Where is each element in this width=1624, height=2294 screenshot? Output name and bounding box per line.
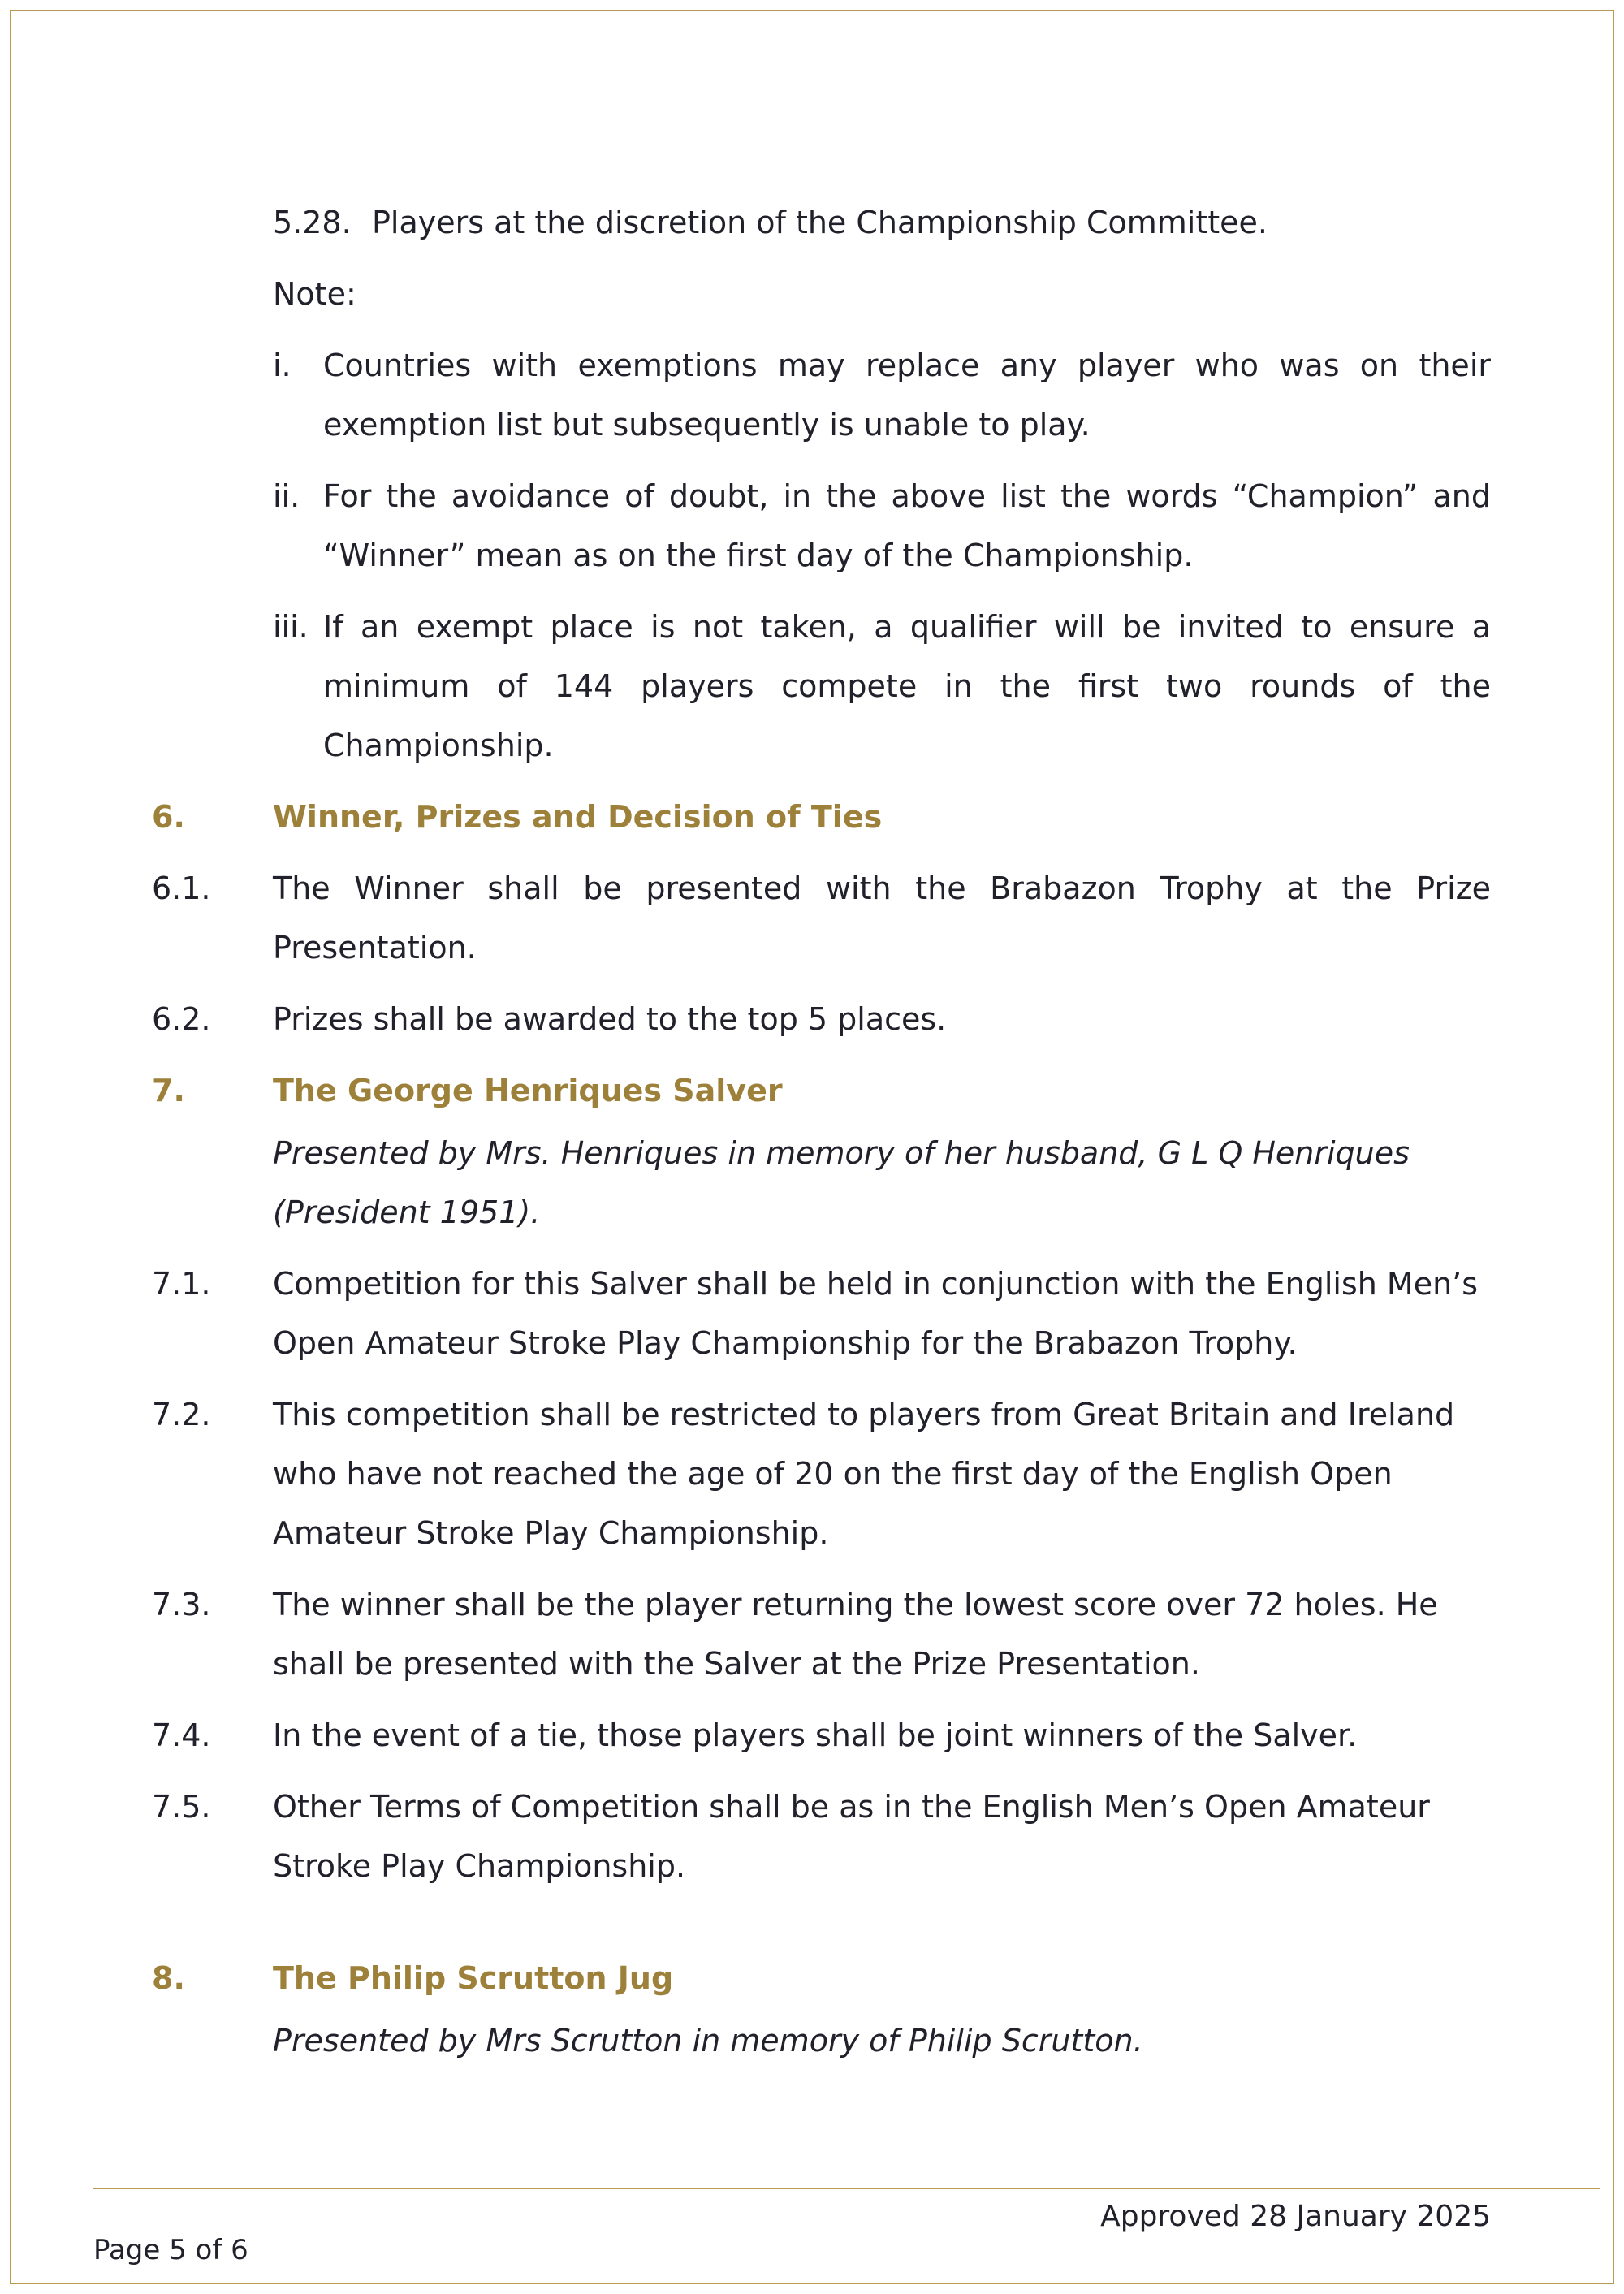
clause-text: This competition shall be restricted to players from Great Britain and Ireland who have not reached the age of 20 on the first day of the English Open Amateur Stroke Play Championship. — [273, 1397, 1455, 1551]
note-number: ii. — [273, 478, 300, 514]
section-number: 7. — [152, 1073, 185, 1108]
clause-7-2 — [152, 1385, 1491, 1563]
note-item-i — [273, 336, 1491, 455]
clause-6-2 — [152, 990, 1491, 1049]
clause-7-5 — [152, 1778, 1491, 1896]
clause-number: 7.5. — [152, 1789, 211, 1825]
clause-number: 7.2. — [152, 1397, 211, 1432]
clause-number: 6.1. — [152, 871, 211, 906]
section-8-heading — [152, 1949, 1491, 2008]
section-number: 6. — [152, 799, 185, 835]
section-8-subtitle: Presented by Mrs Scrutton in memory of Philip Scrutton. — [273, 2023, 1143, 2059]
section-title: Winner, Prizes and Decision of Ties — [273, 799, 883, 835]
clause-7-4 — [152, 1706, 1491, 1765]
clause-number: 5.28. — [273, 205, 352, 240]
footer-approved-date: Approved 28 January 2025 — [1100, 2200, 1491, 2233]
note-text: If an exempt place is not taken, a qualifier will be invited to ensure a minimum of 144 players compete in the first two rounds of the Championship. — [323, 609, 1491, 763]
section-6-heading — [152, 788, 1491, 847]
section-number: 8. — [152, 1960, 185, 1996]
note-text: Countries with exemptions may replace any player who was on their exemption list but subsequently is unable to play. — [323, 348, 1491, 443]
clause-7-1 — [152, 1255, 1491, 1373]
footer-divider — [93, 2188, 1600, 2189]
clause-6-1 — [152, 859, 1491, 978]
clause-text: The winner shall be the player returning the lowest score over 72 holes. He shall be presented with the Salver at the Prize Presentation. — [273, 1587, 1438, 1682]
note-number: iii. — [273, 609, 309, 645]
section-title: The George Henriques Salver — [273, 1073, 783, 1108]
note-item-iii — [273, 598, 1491, 775]
clause-number: 7.1. — [152, 1266, 211, 1302]
clause-number: 6.2. — [152, 1001, 211, 1037]
clause-text: Competition for this Salver shall be held in conjunction with the English Men’s Open Amateur Stroke Play Championship for the Brabazon Trophy. — [273, 1266, 1479, 1361]
clause-text: Players at the discretion of the Championship Committee. — [372, 205, 1268, 240]
clause-7-3 — [152, 1575, 1491, 1694]
clause-text: Prizes shall be awarded to the top 5 places. — [273, 1001, 947, 1037]
clause-text: In the event of a tie, those players shall be joint winners of the Salver. — [273, 1717, 1358, 1753]
clause-text: Other Terms of Competition shall be as in the English Men’s Open Amateur Stroke Play Championship. — [273, 1789, 1430, 1884]
note-number: i. — [273, 348, 292, 383]
clause-number: 7.3. — [152, 1587, 211, 1622]
clause-5-28 — [273, 193, 1491, 253]
section-title: The Philip Scrutton Jug — [273, 1960, 674, 1996]
footer-page-number: Page 5 of 6 — [93, 2234, 248, 2266]
note-text: For the avoidance of doubt, in the above list the words “Champion” and “Winner” mean as on the first day of the Championship. — [323, 478, 1491, 573]
section-7-subtitle: Presented by Mrs. Henriques in memory of her husband, G L Q Henriques (President 1951). — [273, 1135, 1410, 1230]
document-content — [152, 193, 1491, 2083]
note-label: Note: — [273, 276, 356, 312]
clause-text: The Winner shall be presented with the Brabazon Trophy at the Prize Presentation. — [273, 871, 1491, 966]
clause-number: 7.4. — [152, 1717, 211, 1753]
section-7-heading — [152, 1061, 1491, 1121]
note-item-ii — [273, 467, 1491, 585]
